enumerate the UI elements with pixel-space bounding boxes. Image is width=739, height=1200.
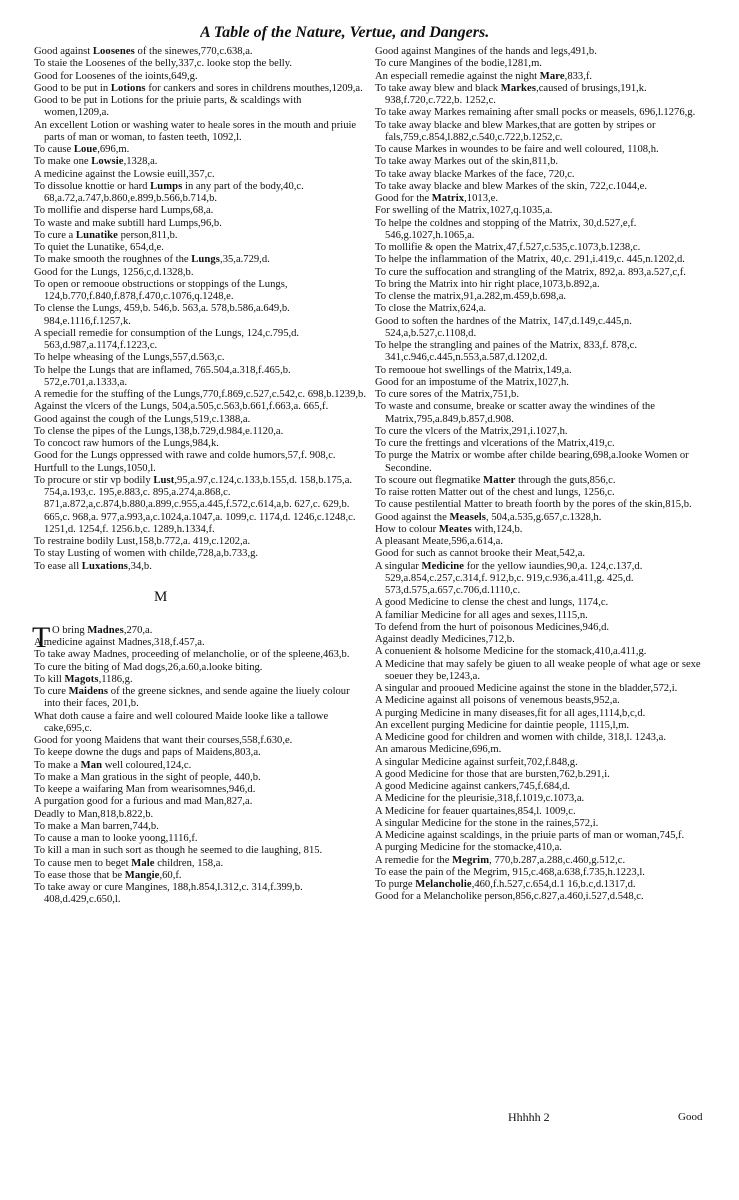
index-entry: To concoct raw humors of the Lungs,984,k.	[34, 438, 219, 449]
index-entry: A singular and prooued Medicine against the stone in the bladder,572,i.	[375, 683, 678, 694]
index-entry: To ease those that be Mangie,60,f.	[34, 869, 182, 881]
index-entry: To purge Melancholie,460,f.h.527,c.654,d.1 16,b.c,d.1317,d.	[375, 879, 636, 890]
headword: Luxations	[81, 560, 129, 572]
l-entries	[34, 46, 366, 573]
index-entry: A Medicine good for children and women with childe, 318,l. 1243,a.	[375, 732, 666, 743]
index-entry: Good to be put in Lotions for the priuie parts, & scaldings with women,1209,a.	[34, 95, 302, 119]
headword: Meates	[438, 523, 472, 535]
index-entry: Good for the Lungs oppressed with rawe and colde humors,57,f. 908,c.	[34, 450, 336, 462]
index-entry: To raise rotten Matter out of the chest and lungs, 1256,c.	[375, 487, 615, 498]
headword: Maidens	[68, 686, 109, 697]
index-entry: A good Medicine to clense the chest and lungs, 1174,c.	[375, 597, 609, 609]
index-entry: To take away or cure Mangines, 188,h.854,l.312,c. 314,f.399,b. 408,d.429,c.650,l.	[34, 882, 303, 906]
headword: Male	[131, 857, 155, 869]
index-entry: A purging Medicine in many diseases,fit for all ages,1114,b,c,d.	[375, 707, 646, 719]
index-entry: To keepe downe the dugs and paps of Maidens,803,a.	[34, 747, 261, 759]
index-entry: A familiar Medicine for all ages and sexes,1115,n.	[375, 609, 588, 621]
index-entry: Good for a Melancholike person,856,c.827,a.460,i.527,d.548,c.	[375, 891, 644, 903]
index-entry: To bring the Matrix into hir right place,1073,b.892,a.	[375, 278, 600, 290]
index-entry: A Medicine for feauer quartaines,854,l. 1009,c.	[375, 805, 576, 817]
page-header: A Table of the Nature, Vertue, and Dangers.	[200, 24, 490, 41]
index-entry: A purgation good for a furious and mad Man,827,a.	[34, 796, 253, 808]
index-entry: To clense the Lungs, 459,b. 546,b. 563,a. 578,b.586,a.649,b. 984,e.1116,f.1257,k.	[34, 303, 290, 327]
index-entry: To make a Man barren,744,b.	[34, 820, 159, 832]
index-entry: A medicine against the Lowsie euill,357,c.	[34, 168, 215, 180]
index-entry: Good for yoong Maidens that want their courses,558,f.630,e.	[34, 735, 293, 746]
index-entry: For swelling of the Matrix,1027,q.1035,a.	[375, 205, 553, 217]
headword: Mare	[539, 70, 565, 82]
headword: Madnes	[87, 624, 124, 636]
index-entry: To cure the biting of Mad dogs,26,a.60,a.looke biting.	[34, 661, 263, 673]
headword: Melancholie	[415, 879, 472, 890]
index-entry: To quiet the Lunatike, 654,d,e.	[34, 242, 164, 253]
index-entry: To take away blew and black Markes,caused of brusings,191,k. 938,f.720,c.722,b. 1252,c.	[375, 82, 647, 106]
index-entry: To cure the vlcers of the Matrix,291,i.1027,h.	[375, 425, 568, 437]
headword: Matter	[483, 474, 516, 486]
signature-mark: Hhhhh 2	[508, 1110, 550, 1124]
index-entry: To waste and consume, breake or scatter away the windines of the Matrix,795,a.849,b.857,d.908.	[375, 401, 655, 425]
index-entry: To cure the suffocation and strangling of the Matrix, 892,a. 893,a.527,c,f.	[375, 266, 686, 278]
index-entry: To helpe the strangling and paines of the Matrix, 833,f. 878,c. 341,c.946,c.445,n.553,a.587,d.1202,d.	[375, 340, 637, 364]
headword: Mangie	[124, 869, 160, 881]
index-entry: To remooue hot swellings of the Matrix,149,a.	[375, 364, 572, 376]
headword: Man	[80, 759, 103, 771]
index-entry: Good for Loosenes of the ioints,649,g.	[34, 70, 198, 82]
index-entry: How to colour Meates with,124,b.	[375, 523, 523, 535]
index-entry: To staie the Loosenes of the belly,337,c. looke stop the belly.	[34, 58, 292, 70]
index-entry: To cure Mangines of the bodie,1281,m.	[375, 58, 542, 70]
index-entry: Good for the Matrix,1013,e.	[375, 193, 498, 204]
index-entry: To cure the frettings and vlcerations of the Matrix,419,c.	[375, 438, 615, 449]
index-entry: To cause Markes in woundes to be faire and well coloured, 1108,h.	[375, 144, 659, 155]
index-entry: To keepe a waifaring Man from wearisomnes,946,d.	[34, 784, 256, 795]
index-entry: To procure or stir vp bodily Lust,95,a.97,c.124,c.133,b.155,d. 158,b.175,a. 754,a.193,c. 195,e.883,c. 895,a.274,a.868,c. 871,a.872,a,c.874,b.880,a.899,c.955,a.445,f.572,c.614,a,b. 627,c. 629,b. 665,c. 968,a. 977,a.993,a,c.1024,a.1047,a. 1099,c. 1174,d. 1246,c.1248,c. 1251,d. 1254,f. 1256.b,c. 1289,h.1334,f.	[34, 474, 356, 535]
headword: Lungs	[191, 254, 221, 266]
index-entry: Good against Mangines of the hands and legs,491,b.	[375, 46, 597, 57]
index-entry: An especiall remedie against the night Mare,833,f.	[375, 70, 593, 82]
index-entry: To make one Lowsie,1328,a.	[34, 156, 158, 168]
index-entry: A Medicine that may safely be giuen to all weake people of what age or sexe soeuer they be,1243,a.	[375, 658, 701, 682]
index-entry: To cure a Lunatike person,811,b.	[34, 229, 178, 241]
headword: Markes	[500, 82, 537, 94]
index-entry: To make a Man gratious in the sight of people, 440,b.	[34, 771, 261, 783]
index-entry: A good Medicine for those that are bursten,762,b.291,i.	[375, 768, 610, 780]
index-entry: To stay Lusting of women with childe,728,a,b.733,g.	[34, 548, 259, 560]
headword: Medicine	[421, 560, 465, 572]
index-entry: Deadly to Man,818,b.822,b.	[34, 808, 154, 820]
index-entry: A remedie for the stuffing of the Lungs,770,f.869,c.527,c.542,c. 698,b.1239,b.	[34, 389, 366, 400]
catchword: Good	[678, 1111, 703, 1123]
index-entry: To open or remooue obstructions or stoppings of the Lungs, 124,b.770,f.840,f.878,f.470,c.1076,q.1248,e.	[34, 278, 288, 302]
index-entry: Good against the Measels, 504,a.535,g.657,c.1328,h.	[375, 511, 602, 523]
index-entry: A Medicine against all poisons of venemous beasts,952,a.	[375, 695, 620, 707]
headword: Loosenes	[92, 46, 135, 57]
index-entry: To dissolue knottie or hard Lumps in any part of the body,40,c. 68,a.72,a.747,b.860,e.899,b.566,b.714,b.	[34, 180, 304, 204]
index-entry: To restraine bodily Lust,158,b.772,a. 419,c.1202,a.	[34, 536, 251, 547]
index-entry: To make a Man well coloured,124,c.	[34, 759, 192, 771]
index-entry: Good to be put in Lotions for cankers and sores in childrens mouthes,1209,a.	[34, 82, 363, 94]
index-entry: To defend from the hurt of poisonous Medicines,946,d.	[375, 621, 610, 633]
index-entry: To take away blacke and blew Markes of the skin, 722,c.1044,e.	[375, 180, 647, 192]
index-entry: T O bring Madnes,270,a.	[32, 620, 153, 654]
index-entry: A purging Medicine for the stomacke,410,a.	[375, 842, 562, 854]
index-entry: To helpe the inflammation of the Matrix, 40,c. 291,i.419,c. 445,n.1202,d.	[375, 254, 685, 266]
index-entry: To cure sores of the Matrix,751,b.	[375, 389, 520, 400]
index-entry: To purge the Matrix or wombe after childe bearing,698,a.looke Women or Secondine.	[375, 450, 689, 474]
index-entry: To ease the pain of the Megrim, 915,c.468,a.638,f.735,h.1223,l.	[375, 866, 645, 878]
index-entry: To helpe wheasing of the Lungs,557,d.563,c.	[34, 352, 225, 364]
headword: Lust	[153, 474, 175, 486]
headword: Lunatike	[75, 229, 118, 241]
headword: Megrim	[452, 854, 490, 866]
index-entry: A remedie for the Megrim, 770,b.287,a.288,c.460,g.512,c.	[375, 854, 626, 866]
index-entry: Hurtfull to the Lungs,1050,l.	[34, 462, 156, 474]
index-entry: To take away Markes remaining after small pocks or measels, 696,l.1276,g.	[375, 107, 696, 119]
index-entry: To take away blacke Markes of the face, 720,c.	[375, 168, 575, 180]
index-entry: To kill a man in such sort as though he seemed to die laughing, 815.	[34, 845, 323, 857]
index-entry: To close the Matrix,624,a.	[375, 303, 487, 315]
index-entry: To clense the pipes of the Lungs,138,b.729,d.984,e.1120,a.	[34, 425, 284, 437]
index-entry: A singular Medicine for the stone in the raines,572,i.	[375, 817, 599, 829]
index-entry: To mollifie and disperse hard Lumps,68,a.	[34, 205, 214, 217]
index-entry: Good for an impostume of the Matrix,1027,h.	[375, 376, 569, 388]
index-entry: Against the vlcers of the Lungs, 504,a.505,c.563,b.661,f.663,a. 665,f.	[34, 401, 329, 413]
headword: Lowsie	[91, 156, 124, 168]
index-entry: To helpe the Lungs that are inflamed, 765.504,a.318,f.465,b. 572,e.701,a.1333,a.	[34, 364, 291, 388]
left-column	[34, 46, 366, 1146]
index-entry: To mollifie & open the Matrix,47,f.527,c.535,c.1073,b.1238,c.	[375, 242, 641, 253]
index-entry: An excellent Lotion or washing water to heale sores in the mouth and priuie parts of man or woman, to fasten teeth, 1092,l.	[34, 119, 357, 143]
headword: Magots	[64, 673, 99, 685]
index-entry: What doth cause a faire and well coloured Maide looke like a tallowe cake,695,c.	[34, 710, 329, 734]
index-entry: To cause a man to looke yoong,1116,f.	[34, 833, 198, 844]
index-entry: To cure Maidens of the greene sicknes, and sende againe the liuely colour into their faces, 201,b.	[34, 686, 350, 710]
index-entry: A conuenient & holsome Medicine for the stomack,410,a.411,g.	[375, 646, 647, 658]
index-entry: A singular Medicine for the yellow iaundies,90,a. 124,c.137,d. 529,a.854,c.257,c.314,f. 912,b,c. 919,c.936,a.411,g. 425,d. 573,d.575,a.657,c.706,d.1110,c.	[375, 560, 643, 596]
index-entry: A Medicine for the pleurisie,318,f.1019,c.1073,a.	[375, 793, 585, 805]
section-letter: M	[154, 588, 168, 605]
headword: Lumps	[150, 180, 183, 192]
index-entry: To cause pestilential Matter to breath foorth by the pores of the skin,815,b.	[375, 499, 692, 511]
headword: Measels	[449, 511, 487, 523]
index-entry: Good for the Lungs, 1256,c,d.1328,b.	[34, 266, 194, 278]
index-entry: To take away Markes out of the skin,811,b.	[375, 156, 559, 168]
drop-cap: T	[32, 620, 51, 654]
index-entry: Good against the cough of the Lungs,519,c.1388,a.	[34, 413, 251, 425]
index-entry: To take away Madnes, proceeding of melancholie, or of the spleene,463,b.	[34, 649, 350, 661]
index-entry: To make smooth the roughnes of the Lungs,35,a.729,d.	[34, 254, 270, 266]
index-entry: A good Medicine against cankers,745,f.684,d.	[375, 781, 571, 792]
m-entries	[34, 637, 366, 907]
index-entry: To ease all Luxations,34,b.	[34, 560, 152, 572]
index-entry: To helpe the coldnes and stopping of the Matrix, 30,d.527,e,f. 546,g.1027,h.1065,a.	[375, 217, 637, 241]
index-entry: To cause men to beget Male children, 158,a.	[34, 857, 224, 869]
index-entry: Against deadly Medicines,712,b.	[375, 634, 515, 645]
index-entry: An excellent purging Medicine for daintie people, 1115,l,m.	[375, 719, 630, 731]
headword: Matrix	[431, 193, 465, 204]
index-entry: A Medicine against scaldings, in the priuie parts of man or woman,745,f.	[375, 830, 685, 841]
index-entry: To take away blacke and blew Markes,that are gotten by stripes or fals,759,c.854,l.882,c.540,c.722,b.1252,c.	[375, 119, 656, 143]
right-column	[375, 46, 705, 1146]
index-entry: Good to soften the hardnes of the Matrix, 147,d.149,c.445,n. 524,a,b.527,c.1108,d.	[375, 315, 632, 339]
index-entry: A speciall remedie for consumption of the Lungs, 124,c.795,d. 563,d.987,a.1174,f.1223,c.	[34, 327, 300, 351]
index-entry: A pleasant Meate,596,a.614,a.	[375, 536, 503, 547]
index-entry: A singular Medicine against surfeit,702,f.848,g.	[375, 756, 578, 768]
headword: Lotions	[110, 82, 146, 94]
headword: Loue	[73, 144, 98, 155]
index-entry: Good against Loosenes of the sinewes,770,c.638,a.	[34, 46, 253, 57]
index-entry: A medicine against Madnes,318,f.457,a.	[34, 637, 205, 648]
index-entry: To kill Magots,1186,g.	[34, 673, 133, 685]
index-entry: To scoure out flegmatike Matter through the guts,856,c.	[375, 474, 616, 486]
index-entry: To cause Loue,696,m.	[34, 144, 130, 155]
index-entry: To waste and make subtill hard Lumps,96,b.	[34, 217, 222, 229]
index-entry: Good for such as cannot brooke their Meat,542,a.	[375, 548, 586, 560]
index-entry: To clense the matrix,91,a.282,m.459,b.698,a.	[375, 291, 567, 302]
index-entry: An amarous Medicine,696,m.	[375, 744, 502, 756]
